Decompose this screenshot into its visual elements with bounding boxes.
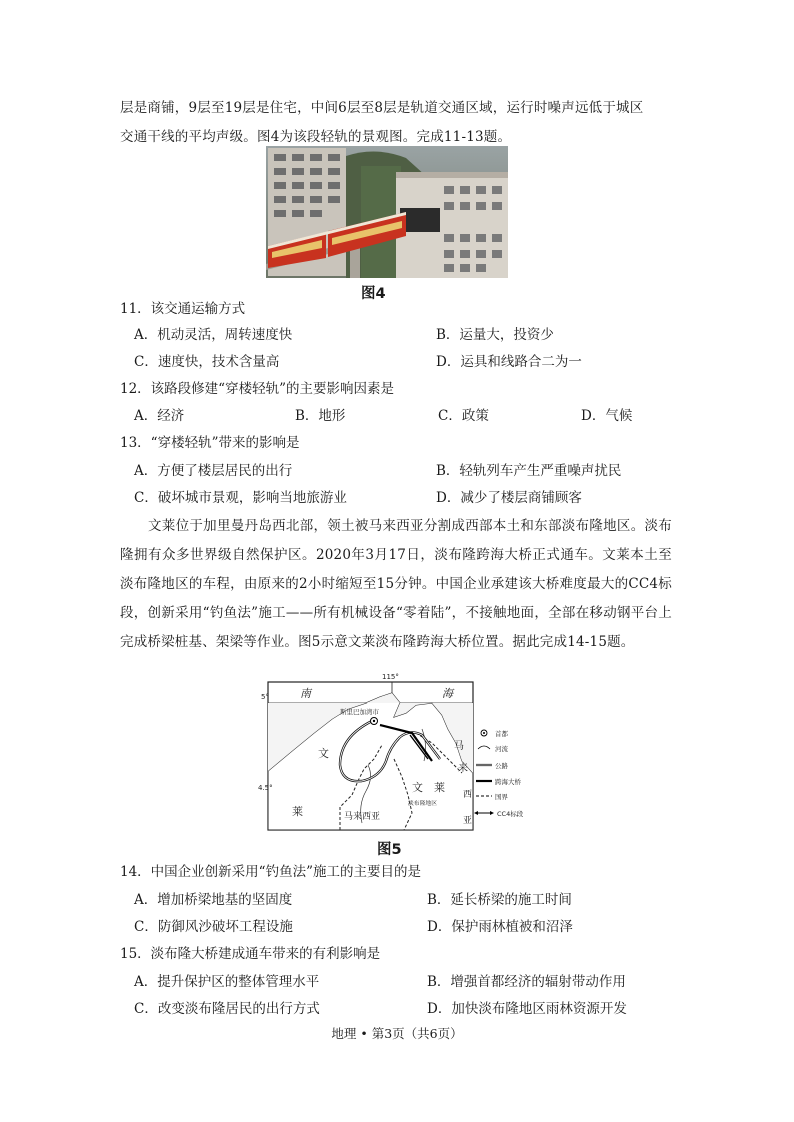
q12-option-d: D．气候 — [581, 408, 633, 424]
q12-option-a: A．经济 — [134, 408, 185, 424]
question-13-stem: 13．“穿楼轻轨”带来的影响是 — [120, 435, 300, 451]
map-wen-east: 文 — [412, 781, 423, 794]
q13-option-b: B．轻轨列车产生严重噪声扰民 — [436, 463, 622, 479]
q14-option-b: B．延长桥梁的施工时间 — [427, 892, 572, 908]
q14-option-d: D．保护雨林植被和沼泽 — [427, 919, 573, 935]
map-malaysia: 马来西亚 — [344, 812, 381, 822]
map-wen-west: 文 — [318, 747, 329, 760]
passage-text: 文莱位于加里曼丹岛西北部，领土被马来西亚分割成西部本土和东部淡布隆地区。淡布隆拥有众多世界级自然保护区。2020年3月17日，淡布隆跨海大桥正式通车。文莱本土至淡布隆地区的车程，由原来的2小时缩短至15分钟。中国企业承建该大桥难度最大的CC4标段，创新采用“钓鱼法”施工——所有机械设备“零着陆”，不接触地面，全部在移动钢平台上完成桥梁桩基、架梁等作业。图5示意文莱淡布隆跨海大桥位置。据此完成14-15题。 — [120, 518, 672, 650]
q11-option-b: B．运量大，投资少 — [436, 327, 554, 343]
question-14-stem: 14．中国企业创新采用“钓鱼法”施工的主要目的是 — [120, 864, 421, 880]
legend-river: 河流 — [495, 745, 508, 753]
map-longitude-label: 115° — [382, 673, 399, 681]
legend-highway: 公路 — [495, 762, 508, 770]
map-lai-east: 莱 — [434, 781, 445, 794]
figure-5-map — [258, 673, 544, 841]
figure-4-photo — [266, 146, 508, 278]
map-sea-nan: 南 — [300, 687, 311, 700]
map-lat-4-5: 4.5° — [258, 784, 273, 792]
intro-line-1: 层是商铺，9层至19层是住宅，中间6层至8层是轨道交通区域，运行时噪声远低于城区 — [120, 100, 644, 116]
q15-option-c: C．改变淡布隆居民的出行方式 — [134, 1001, 320, 1017]
figure-4-caption: 图4 — [361, 286, 386, 302]
map-sea-hai: 海 — [442, 687, 453, 700]
q14-option-c: C．防御风沙破坏工程设施 — [134, 919, 293, 935]
map-lai: 来 — [458, 763, 468, 774]
question-15-stem: 15．淡布隆大桥建成通车带来的有利影响是 — [120, 946, 381, 962]
q11-option-d: D．运具和线路合二为一 — [436, 354, 582, 370]
q11-option-a: A．机动灵活，周转速度快 — [134, 327, 293, 343]
map-lai-west: 莱 — [292, 805, 303, 818]
legend-cc4: CC4标段 — [497, 810, 524, 818]
q12-option-c: C．政策 — [438, 408, 489, 424]
legend-bridge: 跨海大桥 — [495, 778, 521, 786]
question-12-stem: 12．该路段修建“穿楼轻轨”的主要影响因素是 — [120, 381, 394, 397]
q15-option-b: B．增强首都经济的辐射带动作用 — [427, 974, 626, 990]
figure-5-caption: 图5 — [377, 842, 402, 858]
q11-option-c: C．速度快，技术含量高 — [134, 354, 280, 370]
question-11-stem: 11．该交通运输方式 — [120, 301, 246, 317]
q13-option-d: D．减少了楼层商铺顾客 — [436, 490, 582, 506]
q15-option-a: A．提升保护区的整体管理水平 — [134, 974, 320, 990]
legend-border: 国界 — [495, 793, 508, 801]
map-xi: 西 — [463, 790, 473, 800]
page-footer: 地理 • 第3页（共6页） — [331, 1026, 463, 1041]
map-ma: 马 — [454, 741, 464, 752]
legend-capital: 首都 — [495, 730, 508, 738]
q13-option-c: C．破坏城市景观，影响当地旅游业 — [134, 490, 347, 506]
q14-option-a: A．增加桥梁地基的坚固度 — [134, 892, 293, 908]
map-temburong: 淡布隆地区 — [408, 801, 437, 807]
map-lat-5: 5° — [261, 693, 269, 701]
q15-option-d: D．加快淡布隆地区雨林资源开发 — [427, 1001, 627, 1017]
q12-option-b: B．地形 — [295, 408, 346, 424]
map-ya: 亚 — [463, 816, 473, 826]
map-city-label: 斯里巴加湾市 — [340, 708, 379, 716]
intro-line-2: 交通干线的平均声级。图4为该段轻轨的景观图。完成11-13题。 — [120, 129, 512, 145]
q13-option-a: A．方便了楼层居民的出行 — [134, 463, 293, 479]
